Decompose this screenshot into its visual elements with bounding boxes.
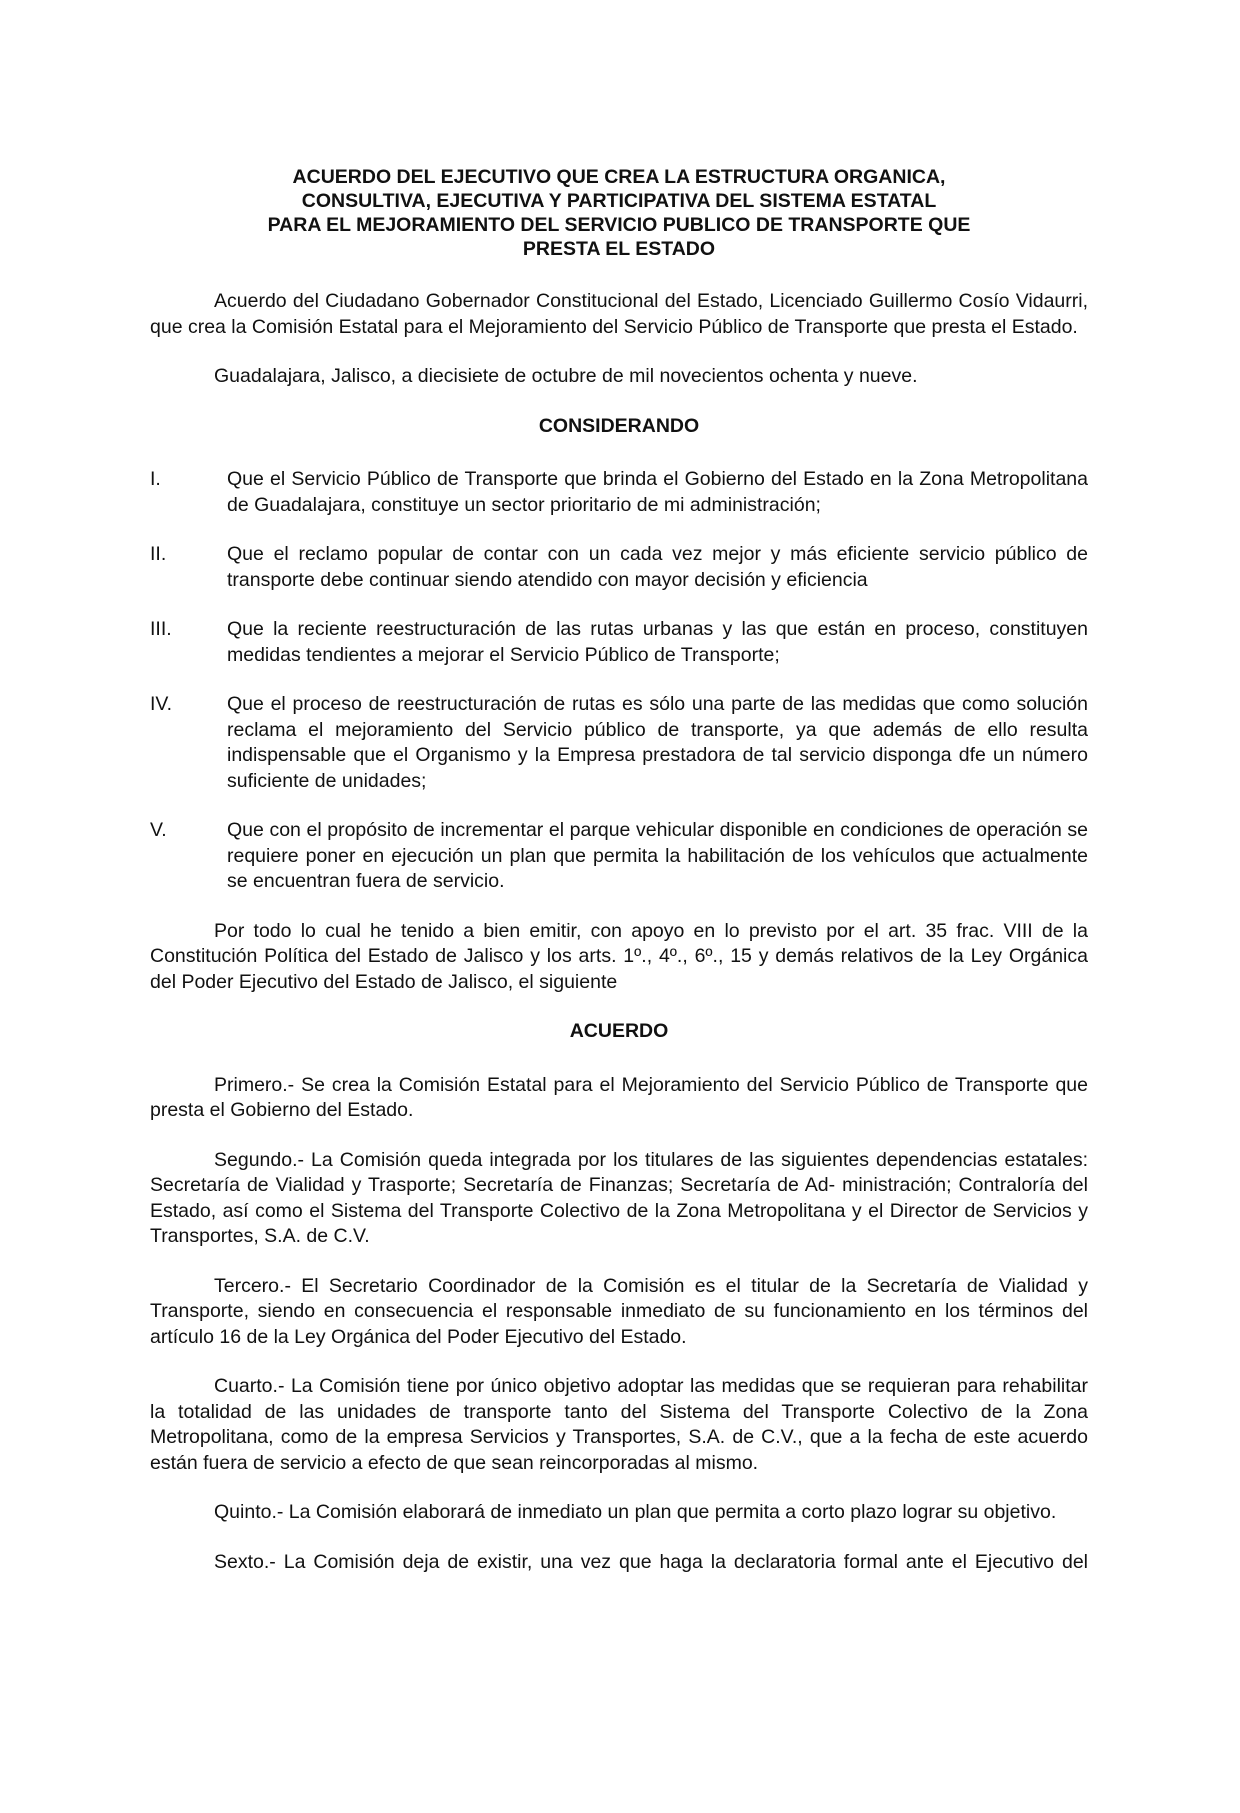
article-quinto: Quinto.- La Comisión elaborará de inmediato un plan que permita a corto plazo lograr su objetivo. xyxy=(214,1501,1057,1523)
item-number: IV. xyxy=(150,693,173,715)
item-text: Que la reciente reestructuración de las rutas urbanas y las que están en proceso, constituyen medidas tendientes a mejorar el Servicio Público de Transporte; xyxy=(227,618,1088,666)
article-cuarto: Cuarto.- La Comisión tiene por único objetivo adoptar las medidas que se requieran para rehabilitar la totalidad de las unidades de transporte tanto del Sistema del Transporte Colectivo de la Zona Metropolitana, como de la empresa Servicios y Transportes, S.A. de C.V., que a la fecha de este acuerdo están fuera de servicio a efecto de que sean reincorporadas al mismo. xyxy=(150,1375,1088,1474)
place-date-paragraph: Guadalajara, Jalisco, a diecisiete de octubre de mil novecientos ochenta y nueve. xyxy=(214,365,918,387)
title-line: PARA EL MEJORAMIENTO DEL SERVICIO PUBLICO DE TRANSPORTE QUE xyxy=(267,214,971,236)
title-line: ACUERDO DEL EJECUTIVO QUE CREA LA ESTRUCTURA ORGANICA, xyxy=(292,166,946,188)
preamble-paragraph: Por todo lo cual he tenido a bien emitir, con apoyo en lo previsto por el art. 35 frac. VIII de la Constitución Política del Estado de Jalisco y los arts. 1º., 4º., 6º., 15 y demás relativos de la Ley Orgánica del Poder Ejecutivo del Estado de Jalisco, el siguiente xyxy=(150,919,1088,993)
considerando-item xyxy=(150,542,1088,593)
intro-paragraph: Acuerdo del Ciudadano Gobernador Constitucional del Estado, Licenciado Guillermo Cosío Vidaurri, que crea la Comisión Estatal para el Mejoramiento del Servicio Público de Transporte que presta el Estado. xyxy=(150,290,1088,338)
item-text: Que el proceso de reestructuración de rutas es sólo una parte de las medidas que como solución reclama el mejoramiento del Servicio público de transporte, ya que además de ello resulta indispensable que el Organismo y la Empresa prestadora de tal servicio disponga dfe un número suficiente de unidades; xyxy=(227,693,1088,792)
article-segundo: Segundo.- La Comisión queda integrada por los titulares de las siguientes dependencias estatales: Secretaría de Vialidad y Trasporte; Secretaría de Finanzas; Secretaría de Ad- ministración; Contraloría del Estado, así como el Sistema del Transporte Colectivo de la Zona Metropolitana y el Director de Servicios y Transportes, S.A. de C.V. xyxy=(150,1148,1088,1247)
considerando-item xyxy=(150,467,1088,518)
considerando-item xyxy=(150,617,1088,668)
considerando-item xyxy=(150,692,1088,794)
document-page xyxy=(150,165,1088,1599)
item-number: I. xyxy=(150,468,161,490)
title-line: CONSULTIVA, EJECUTIVA Y PARTICIPATIVA DEL SISTEMA ESTATAL xyxy=(301,190,937,212)
article-primero: Primero.- Se crea la Comisión Estatal para el Mejoramiento del Servicio Público de Transporte que presta el Gobierno del Estado. xyxy=(150,1073,1088,1121)
acuerdo-heading: ACUERDO xyxy=(569,1020,669,1042)
document-title xyxy=(150,165,1088,261)
item-number: III. xyxy=(150,618,172,640)
item-text: Que el Servicio Público de Transporte que brinda el Gobierno del Estado en la Zona Metropolitana de Guadalajara, constituye un sector prioritario de mi administración; xyxy=(227,468,1088,516)
article-sexto: Sexto.- La Comisión deja de existir, una vez que haga la declaratoria formal ante el Ejecutivo del xyxy=(214,1550,1088,1573)
considerando-item xyxy=(150,818,1088,895)
considerando-heading: CONSIDERANDO xyxy=(538,414,700,437)
item-number: II. xyxy=(150,543,167,565)
title-line: PRESTA EL ESTADO xyxy=(522,238,716,260)
item-text: Que el reclamo popular de contar con un cada vez mejor y más eficiente servicio público de transporte debe continuar siendo atendido con mayor decisión y eficiencia xyxy=(227,543,1088,591)
article-tercero: Tercero.- El Secretario Coordinador de la Comisión es el titular de la Secretaría de Vialidad y Transporte, siendo en consecuencia el responsable inmediato de su funcionamiento en los términos del artículo 16 de la Ley Orgánica del Poder Ejecutivo del Estado. xyxy=(150,1274,1088,1348)
item-number: V. xyxy=(150,819,167,841)
item-text: Que con el propósito de incrementar el parque vehicular disponible en condiciones de operación se requiere poner en ejecución un plan que permita la habilitación de los vehículos que actualmente se encuentran fuera de servicio. xyxy=(227,819,1088,892)
